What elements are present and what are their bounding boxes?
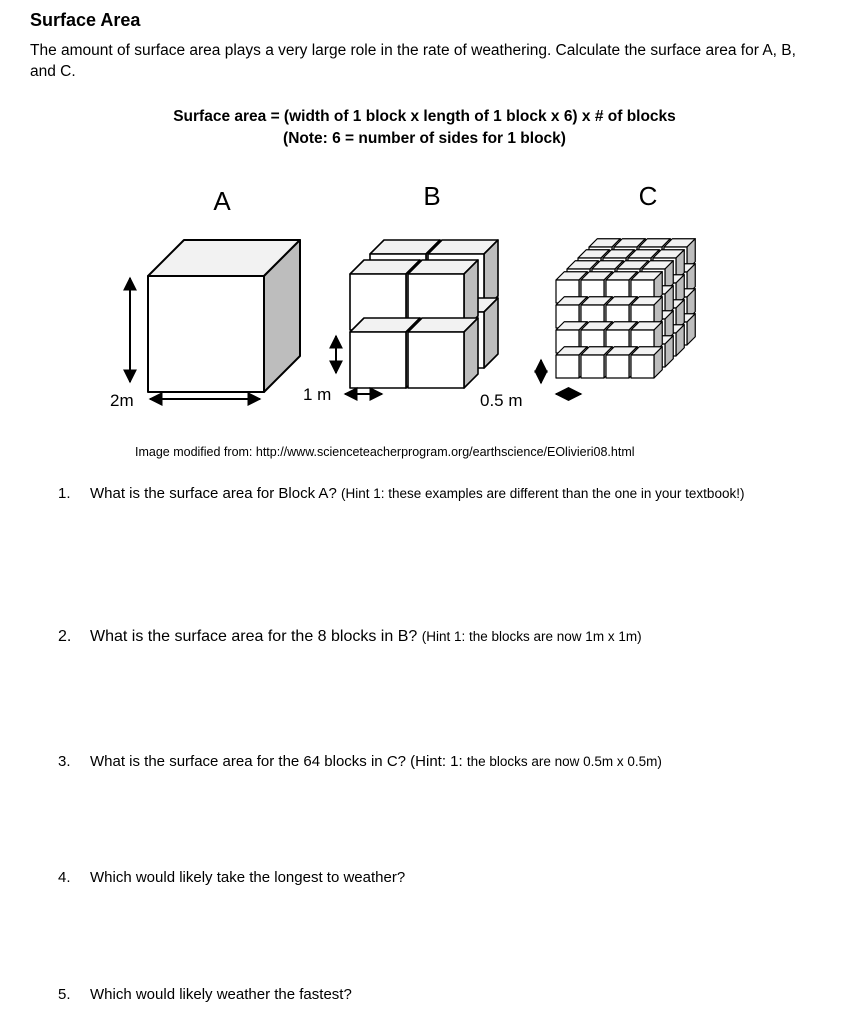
cube-face <box>148 276 264 392</box>
question-text: What is the surface area for the 64 blocks in C? (Hint: 1: <box>90 753 463 770</box>
cube-face <box>631 355 654 378</box>
cube-face <box>556 355 579 378</box>
label-c: C <box>638 181 658 211</box>
label-a: A <box>213 186 231 216</box>
cube-face <box>350 332 406 388</box>
question-text: Which would likely take the longest to weather? <box>90 869 406 886</box>
block-b-cubes <box>350 240 498 388</box>
cube-face <box>606 355 629 378</box>
block-a-cube <box>148 240 300 392</box>
block-c-cubes <box>556 239 695 378</box>
question-1 <box>58 484 778 503</box>
question-text: What is the surface area for the 8 blocks in B? <box>90 628 418 645</box>
question-text: Which would likely weather the fastest? <box>90 986 352 1003</box>
dim-b-label: 1 m <box>303 385 332 404</box>
question-text: What is the surface area for Block A? <box>90 485 337 502</box>
blocks-figure <box>0 170 849 420</box>
dim-a-label: 2m <box>110 391 134 410</box>
question-hint: (Hint 1: the blocks are now 1m x 1m) <box>421 629 642 644</box>
question-number: 2. <box>58 628 72 645</box>
question-number: 1. <box>58 485 71 502</box>
question-4 <box>58 868 778 887</box>
question-2 <box>58 627 778 646</box>
question-hint: (Hint 1: these examples are different than the one in your textbook!) <box>340 486 745 501</box>
cube-face <box>408 332 464 388</box>
formula-block <box>0 106 849 150</box>
cube-face <box>581 355 604 378</box>
question-number: 3. <box>58 753 71 770</box>
question-number: 4. <box>58 869 71 886</box>
question-hint: the blocks are now 0.5m x 0.5m) <box>466 754 662 769</box>
label-b: B <box>423 181 441 211</box>
question-3 <box>58 752 778 771</box>
image-credit: Image modified from: http://www.scienceteacherprogram.org/earthscience/EOlivieri08.html <box>135 445 635 459</box>
question-5 <box>58 985 778 1004</box>
page-title: Surface Area <box>30 10 141 30</box>
dim-c-label: 0.5 m <box>480 391 523 410</box>
question-number: 5. <box>58 986 71 1003</box>
formula-line: Surface area = (width of 1 block x length of 1 block x 6) x # of blocks <box>173 108 676 125</box>
intro-paragraph: The amount of surface area plays a very large role in the rate of weathering. Calculate the surface area for A, B, and C. <box>30 42 796 80</box>
formula-note: (Note: 6 = number of sides for 1 block) <box>283 130 566 147</box>
